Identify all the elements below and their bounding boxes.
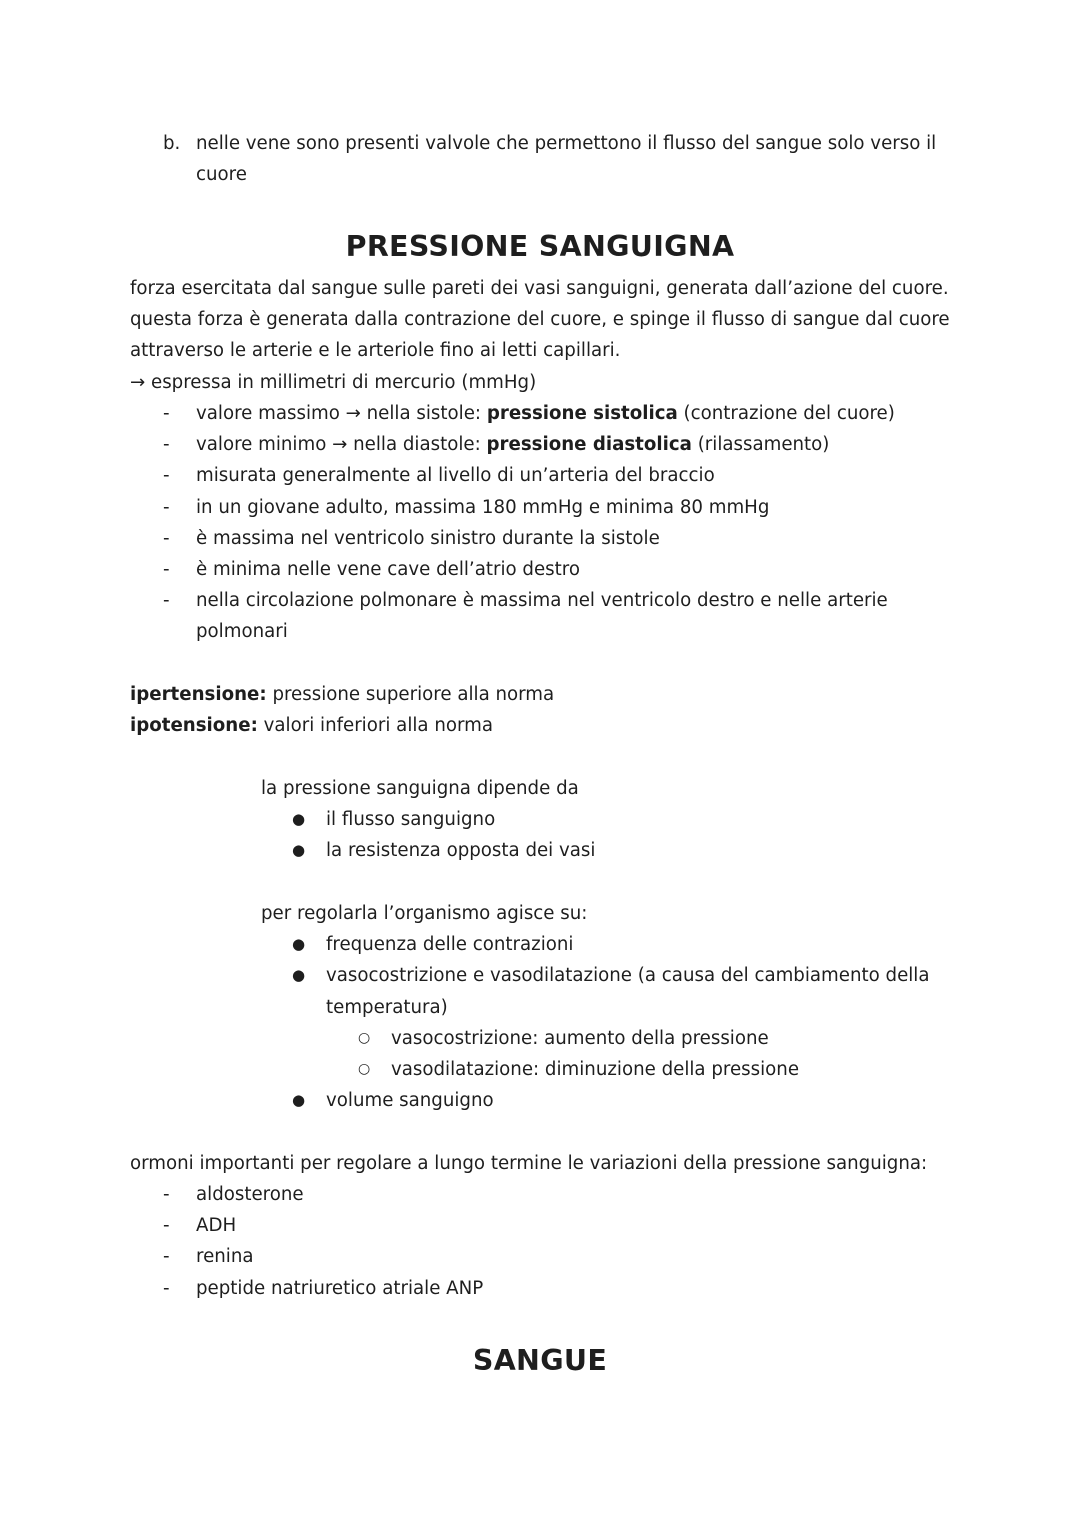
list-item-text: renina <box>196 1246 254 1268</box>
list-item-text: misurata generalmente al livello di un’arteria del braccio <box>196 465 715 487</box>
dash-marker: - <box>163 465 170 487</box>
list-item-text: (rilassamento) <box>691 434 830 456</box>
list-item-text: (contrazione del cuore) <box>677 403 895 424</box>
sub-bullet-text: vasocostrizione: aumento della pressione <box>391 1027 769 1049</box>
bullet-item <box>261 960 961 991</box>
sub-bullet-text: vasodilatazione: diminuzione della pressione <box>391 1058 800 1080</box>
definitions <box>130 679 980 741</box>
list-item <box>163 523 963 554</box>
dash-marker: - <box>163 590 170 612</box>
bullet-text: il flusso sanguigno <box>326 809 496 831</box>
list-item <box>163 1210 963 1241</box>
section-title-pressione: PRESSIONE SANGUIGNA <box>345 230 735 263</box>
dash-marker: - <box>163 558 170 580</box>
list-item <box>163 585 963 616</box>
dash-marker: - <box>163 496 170 518</box>
definition-text: valori inferiori alla norma <box>257 715 494 737</box>
bullet-text: temperatura) <box>326 996 448 1018</box>
bullet-item <box>261 835 961 866</box>
paragraph-line: forza esercitata dal sangue sulle pareti dei vasi sanguigni, generata dall’azione del cuore. <box>130 278 949 299</box>
sub-bullet-item <box>261 1023 961 1054</box>
definition-ipotensione <box>130 710 980 741</box>
list-item <box>163 554 963 585</box>
bullet-marker: ● <box>292 1091 306 1110</box>
list-marker: b. <box>163 133 181 154</box>
ormoni-heading: ormoni importanti per regolare a lungo termine le variazioni della pressione sanguigna: <box>130 1153 928 1174</box>
list-item-b <box>163 128 963 190</box>
paragraph-line: questa forza è generata dalla contrazione del cuore, e spinge il flusso di sangue dal cuore <box>130 309 950 331</box>
dash-marker: - <box>163 403 170 424</box>
bullet-item <box>261 1085 961 1116</box>
dash-marker: - <box>163 1246 170 1268</box>
regolazione-section <box>261 898 961 1116</box>
bullet-text: volume sanguigno <box>326 1090 494 1112</box>
list-item-text: nelle vene sono presenti valvole che permettono il flusso del sangue solo verso il <box>196 133 937 154</box>
list-item <box>163 1241 963 1272</box>
list-item-text: nella circolazione polmonare è massima nel ventricolo destro e nelle arterie <box>196 590 888 612</box>
list-item-text: è minima nelle vene cave dell’atrio destro <box>196 558 580 580</box>
ormoni-list <box>163 1179 963 1304</box>
list-item-text: valore minimo → nella diastole: <box>196 434 487 456</box>
bullet-text: vasocostrizione e vasodilatazione (a causa del cambiamento della <box>326 965 930 987</box>
dash-marker: - <box>163 1215 170 1237</box>
list-item <box>163 460 963 491</box>
list-item <box>163 429 963 460</box>
bullet-text: la resistenza opposta dei vasi <box>326 840 596 862</box>
bullet-text: frequenza delle contrazioni <box>326 934 574 956</box>
bullet-marker: ● <box>292 810 306 829</box>
bullet-marker: ● <box>292 966 306 985</box>
definition-ipertensione <box>130 679 980 710</box>
paragraph-line: → espressa in millimetri di mercurio (mmHg) <box>130 371 537 393</box>
dipende-section <box>261 773 961 867</box>
ormoni-heading-block <box>130 1148 980 1179</box>
list-item-text: cuore <box>196 164 247 186</box>
bold-term: pressione sistolica <box>486 403 678 424</box>
list-item-text: peptide natriuretico atriale ANP <box>196 1277 484 1299</box>
list-item <box>163 1179 963 1210</box>
definition-text: pressione superiore alla norma <box>266 684 555 705</box>
list-item-text: valore massimo → nella sistole: <box>196 403 487 424</box>
list-item-text: polmonari <box>196 621 288 643</box>
bullet-item <box>261 929 961 960</box>
list-item <box>163 398 963 429</box>
bold-term: pressione diastolica <box>486 434 692 456</box>
section-title-sangue: SANGUE <box>472 1344 608 1377</box>
list-item-text: in un giovane adulto, massima 180 mmHg e minima 80 mmHg <box>196 496 770 518</box>
list-item <box>163 1273 963 1304</box>
dash-marker: - <box>163 527 170 549</box>
definition-term: ipertensione: <box>130 684 267 705</box>
bullet-marker: ● <box>292 935 306 954</box>
bullet-marker: ● <box>292 841 306 860</box>
intro-paragraph <box>130 273 980 398</box>
definition-term: ipotensione: <box>130 715 258 737</box>
subsection-heading: per regolarla l’organismo agisce su: <box>261 903 588 924</box>
sub-bullet-item <box>261 1054 961 1085</box>
list-item-text: aldosterone <box>196 1184 304 1205</box>
dash-marker: - <box>163 1277 170 1299</box>
dash-marker: - <box>163 434 170 456</box>
list-item-text: ADH <box>196 1215 237 1237</box>
subsection-heading: la pressione sanguigna dipende da <box>261 778 579 799</box>
paragraph-line: attraverso le arterie e le arteriole fino ai letti capillari. <box>130 340 621 362</box>
dash-marker: - <box>163 1184 170 1205</box>
list-item <box>163 492 963 523</box>
sub-bullet-marker: ○ <box>358 1060 371 1077</box>
bullet-item <box>261 804 961 835</box>
sub-bullet-marker: ○ <box>358 1029 371 1046</box>
pressure-facts-list <box>163 398 963 648</box>
list-item-text: è massima nel ventricolo sinistro durante la sistole <box>196 527 660 549</box>
